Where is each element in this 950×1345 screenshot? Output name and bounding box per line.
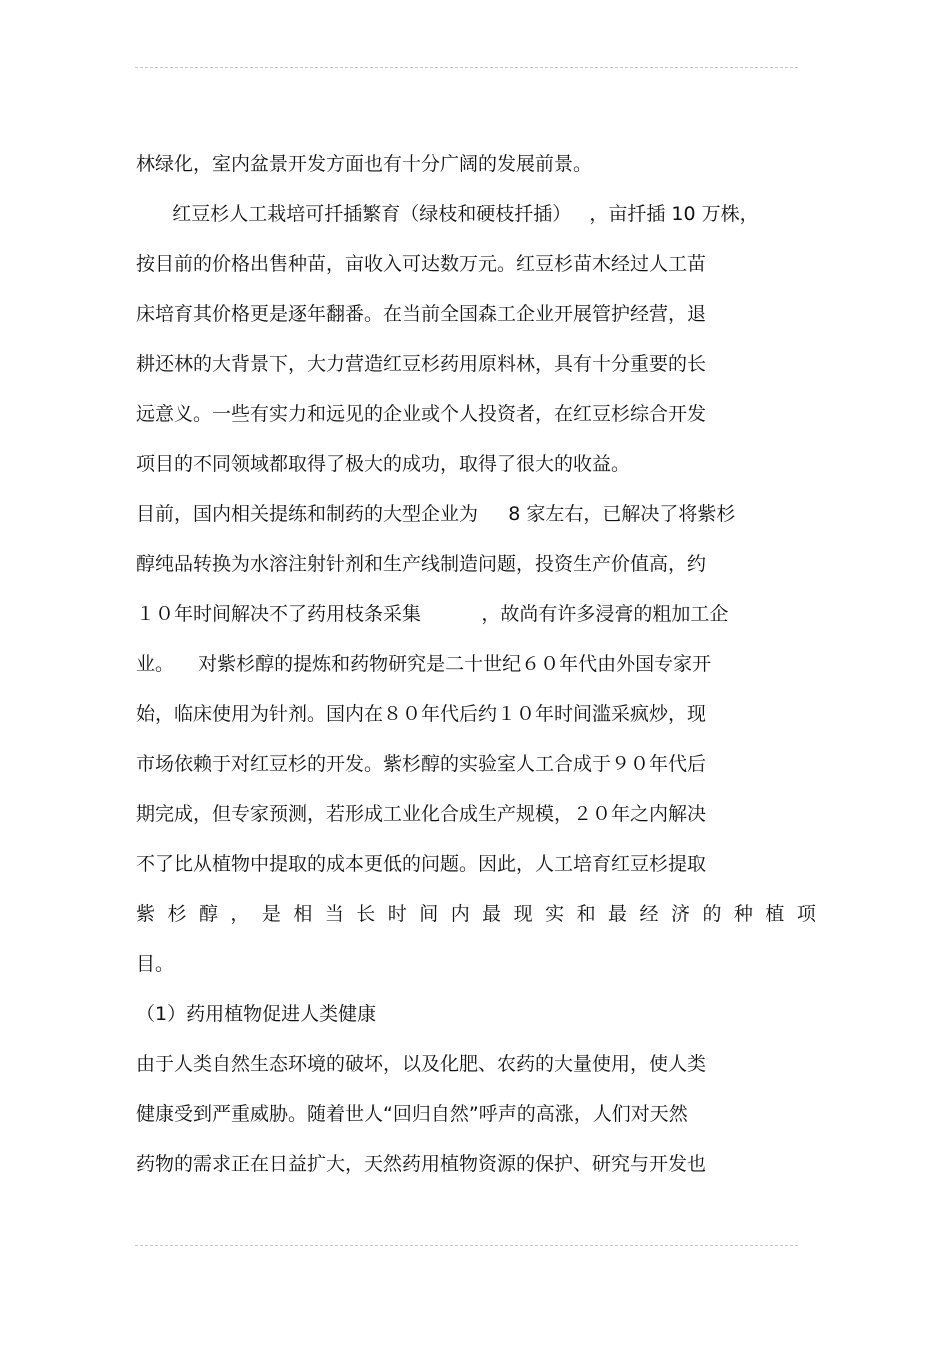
text-line: 市场依赖于对红豆杉的开发。紫杉醇的实验室人工合成于９０年代后 bbox=[136, 753, 707, 775]
text-line: 远意义。一些有实力和远见的企业或个人投资者，在红豆杉综合开发 bbox=[136, 403, 707, 425]
text-line: 醇纯品转换为水溶注射针剂和生产线制造问题，投资生产价值高，约 bbox=[136, 553, 707, 575]
text-line: 红豆杉人工栽培可扦插繁育（绿枝和硬枝扦插） ，亩扦插 10 万株， bbox=[136, 203, 759, 225]
text-line: 业。 对紫杉醇的提炼和药物研究是二十世纪６０年代由外国专家开 bbox=[136, 653, 712, 675]
text-line: 床培育其价格更是逐年翻番。在当前全国森工企业开展管护经营，退 bbox=[136, 303, 707, 325]
text-line: 目前，国内相关提练和制药的大型企业为 8 家左右，已解决了将紫杉 bbox=[136, 503, 736, 525]
text-line: 期完成，但专家预测，若形成工业化合成生产规模，２０年之内解决 bbox=[136, 803, 707, 825]
text-line-justified: 紫 杉 醇 ， 是 相 当 长 时 间 内 最 现 实 和 最 经 济 的 种 植 项 bbox=[136, 903, 816, 925]
text-line: 项目的不同领域都取得了极大的成功，取得了很大的收益。 bbox=[136, 453, 631, 475]
text-line: 药物的需求正在日益扩大，天然药用植物资源的保护、研究与开发也 bbox=[136, 1153, 707, 1175]
text-line: 按目前的价格出售种苗，亩收入可达数万元。红豆杉苗木经过人工苗 bbox=[136, 253, 707, 275]
footer-divider bbox=[135, 1245, 798, 1246]
header-divider bbox=[135, 67, 798, 68]
text-line: 耕还林的大背景下，大力营造红豆杉药用原料林，具有十分重要的长 bbox=[136, 353, 707, 375]
text-line: 目。 bbox=[136, 953, 175, 975]
section-heading: （1）药用植物促进人类健康 bbox=[136, 1003, 377, 1025]
text-line: 健康受到严重威胁。随着世人“回归自然”呼声的高涨，人们对天然 bbox=[136, 1103, 688, 1125]
text-line: 林绿化，室内盆景开发方面也有十分广阔的发展前景。 bbox=[136, 153, 593, 175]
text-line: １０年时间解决不了药用枝条采集 ，故尚有许多浸膏的粗加工企 bbox=[136, 603, 729, 625]
text-line: 由于人类自然生态环境的破坏，以及化肥、农药的大量使用，使人类 bbox=[136, 1053, 707, 1075]
text-line: 不了比从植物中提取的成本更低的问题。因此，人工培育红豆杉提取 bbox=[136, 853, 707, 875]
text-line: 始，临床使用为针剂。国内在８０年代后约１０年时间滥采疯炒，现 bbox=[136, 703, 707, 725]
